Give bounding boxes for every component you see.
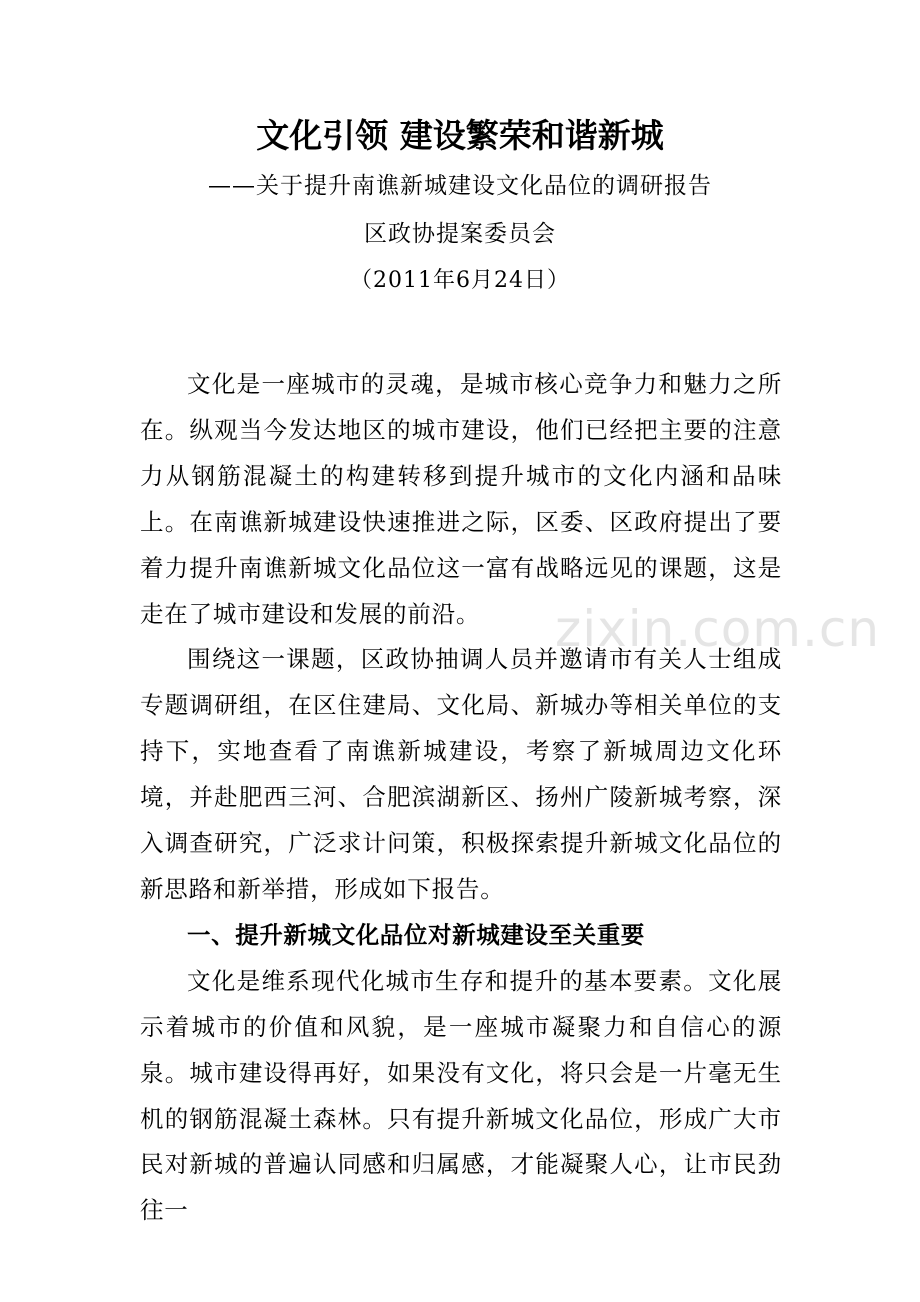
- document-subtitle: ——关于提升南谯新城建设文化品位的调研报告: [208, 173, 712, 199]
- body-paragraph-1: 文化是一座城市的灵魂，是城市核心竞争力和魅力之所在。纵观当今发达地区的城市建设，他们已经把主要的注意力从钢筋混凝土的构建转移到提升城市的文化内涵和品味上。在南谯新城建设快速推进之际，区委、区政府提出了要着力提升南谯新城文化品位这一富有战略远见的课题，这是走在了城市建设和发展的前沿。: [140, 370, 782, 628]
- document-date: （2011年6月24日）: [350, 268, 570, 293]
- body-paragraph-2: 围绕这一课题，区政协抽调人员并邀请市有关人士组成专题调研组，在区住建局、文化局、新城办等相关单位的支持下，实地查看了南谯新城建设，考察了新城周边文化环境，并赴肥西三河、合肥滨湖新区、扬州广陵新城考察，深入调查研究，广泛求计问策，积极探索提升新城文化品位的新思路和新举措，形成如下报告。: [140, 645, 782, 903]
- body-text: [140, 362, 782, 1234]
- author-organization: 区政协提案委员会: [364, 221, 556, 247]
- document-title: 文化引领 建设繁荣和谐新城: [256, 116, 664, 155]
- section-1-paragraph: 文化是维系现代化城市生存和提升的基本要素。文化展示着城市的价值和风貌，是一座城市凝聚力和自信心的源泉。城市建设得再好，如果没有文化，将只会是一片毫无生机的钢筋混凝土森林。只有提升新城文化品位，形成广大市民对新城的普遍认同感和归属感，才能凝聚人心，让市民劲往一: [140, 966, 782, 1225]
- watermark: zixin.com.cn: [555, 600, 881, 658]
- section-heading-1: 一、提升新城文化品位对新城建设至关重要: [187, 920, 645, 949]
